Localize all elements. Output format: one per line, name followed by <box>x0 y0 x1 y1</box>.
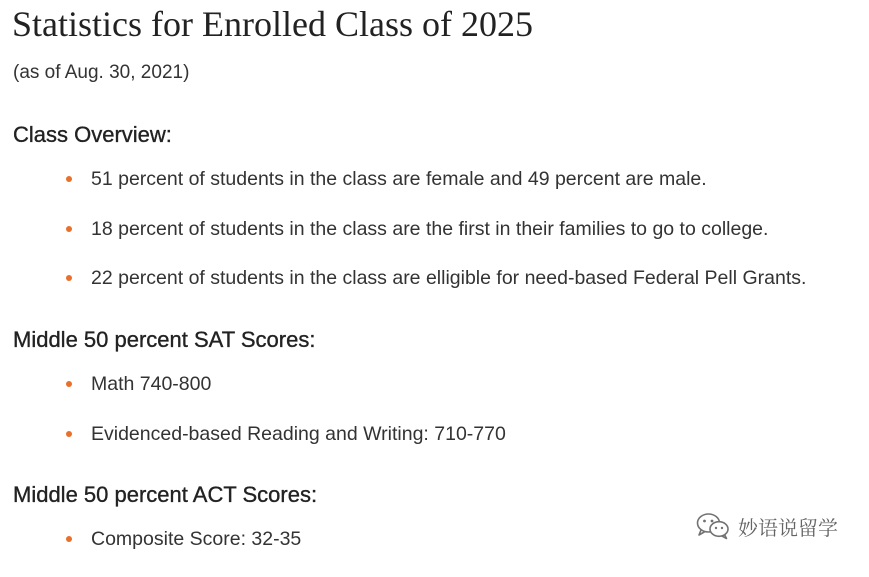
bullet-icon <box>66 381 72 387</box>
section-heading-act-scores: Middle 50 percent ACT Scores: <box>13 482 318 507</box>
page-title: Statistics for Enrolled Class of 2025 <box>12 4 533 44</box>
list-item-text: Evidenced-based Reading and Writing: 710-770 <box>91 422 506 445</box>
bullet-icon <box>66 226 72 232</box>
list-item-text: Math 740-800 <box>91 373 212 395</box>
section-heading-sat-scores: Middle 50 percent SAT Scores: <box>13 327 316 352</box>
bullet-icon <box>66 275 72 281</box>
list-item-text: Composite Score: 32-35 <box>91 528 302 550</box>
watermark <box>696 512 838 540</box>
section-heading-class-overview: Class Overview: <box>13 122 172 147</box>
list-item <box>0 266 869 316</box>
bullet-icon <box>66 431 72 437</box>
list-item-text: 51 percent of students in the class are female and 49 percent are male. <box>91 168 707 190</box>
list-item <box>0 217 869 267</box>
wechat-icon <box>696 512 730 540</box>
list-item-text: 18 percent of students in the class are the first in their families to go to college. <box>91 217 769 240</box>
list-item <box>0 372 869 422</box>
sat-scores-list <box>0 372 869 471</box>
class-overview-list <box>0 167 869 316</box>
list-item <box>0 167 869 217</box>
bullet-icon <box>66 536 72 542</box>
list-item <box>0 422 869 472</box>
watermark-text: 妙语说留学 <box>738 515 838 540</box>
bullet-icon <box>66 176 72 182</box>
list-item-text: 22 percent of students in the class are elligible for need-based Federal Pell Grants. <box>91 267 807 289</box>
page-subtitle: (as of Aug. 30, 2021) <box>13 62 190 83</box>
